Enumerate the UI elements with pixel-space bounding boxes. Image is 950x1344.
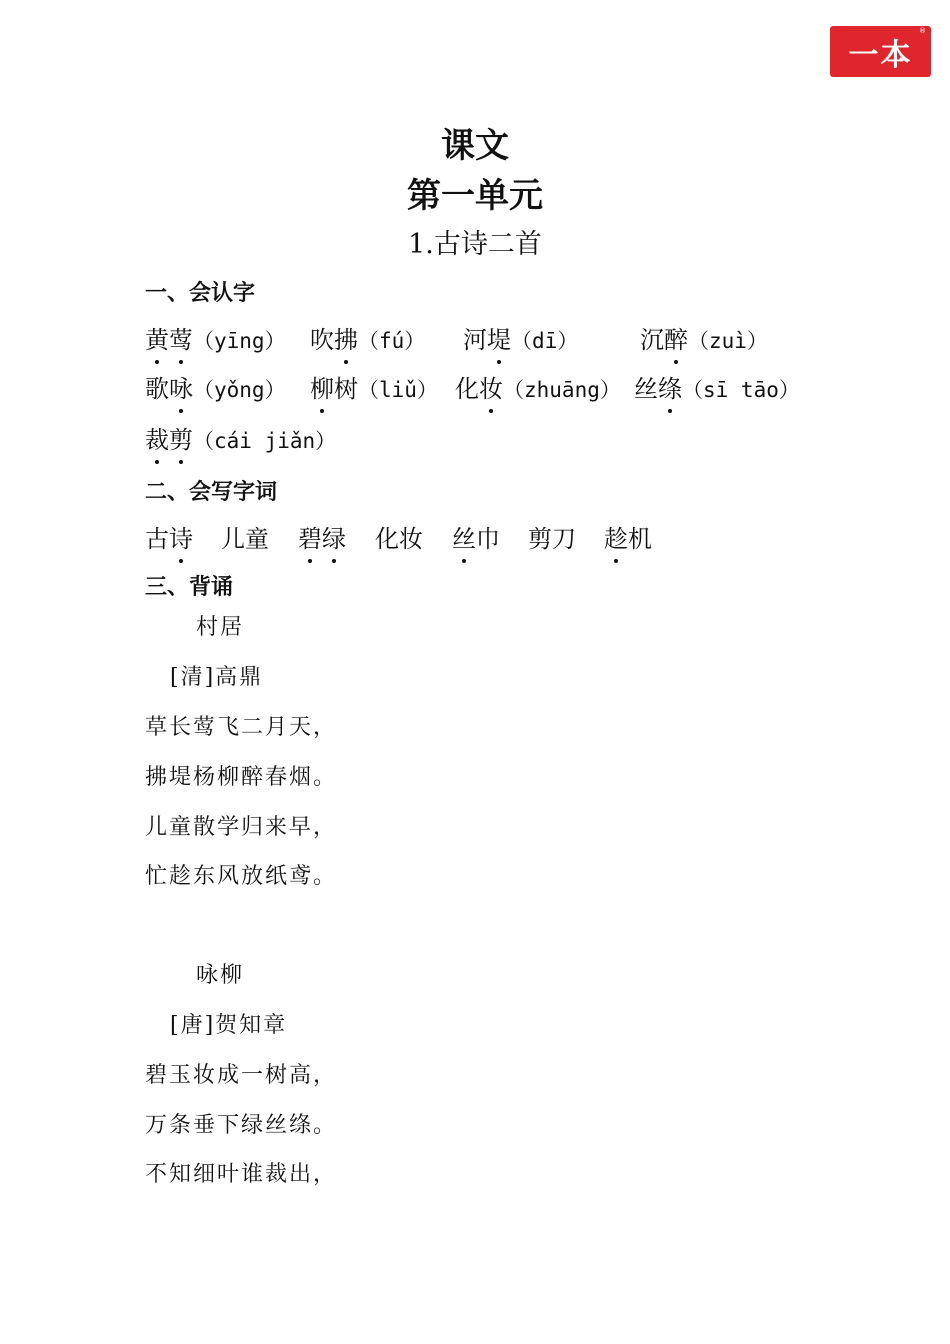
poem-line: 拂堤杨柳醉春烟。 — [145, 765, 338, 790]
poem-title: 咏柳 — [196, 963, 245, 988]
recognize-word: 吹拂（fú） — [310, 320, 425, 355]
section-recognize-heading: 一、会认字 — [145, 281, 256, 306]
poem-line: 忙趁东风放纸鸢。 — [145, 864, 338, 889]
write-word: 化妆 — [375, 525, 423, 553]
recognize-word: 化妆（zhuāng） — [455, 369, 621, 404]
recognize-word: 裁剪（cái jiǎn） — [145, 420, 336, 455]
poem-title: 村居 — [196, 615, 245, 640]
section-write-heading: 二、会写字词 — [145, 480, 278, 505]
write-word: 碧绿 — [298, 519, 346, 554]
write-word: 儿童 — [221, 525, 269, 553]
poem-line: 不知细叶谁裁出， — [145, 1162, 338, 1187]
write-word: 古诗 — [145, 519, 193, 554]
recognize-word: 沉醉（zuì） — [640, 320, 768, 355]
poem-author: [唐]贺知章 — [170, 1013, 288, 1038]
registered-mark: ® — [919, 27, 928, 35]
poem-line: 草长莺飞二月天， — [145, 715, 338, 740]
poem-author: [清]高鼎 — [170, 665, 264, 690]
write-word: 剪刀 — [528, 525, 576, 553]
recognize-word: 歌咏（yǒng） — [145, 369, 286, 404]
recognize-word: 柳树（liǔ） — [310, 369, 438, 404]
page-title: 课文 — [441, 126, 509, 166]
poem-line: 儿童散学归来早， — [145, 815, 338, 840]
lesson-title: 1.古诗二首 — [408, 229, 542, 260]
unit-title: 第一单元 — [407, 176, 543, 216]
poem-line: 碧玉妆成一树高， — [145, 1063, 338, 1088]
recognize-word: 河堤（dī） — [463, 320, 578, 355]
logo-text: 一本 — [848, 37, 913, 73]
recognize-word: 黄莺（yīng） — [145, 320, 286, 355]
write-word: 丝巾 — [452, 519, 500, 554]
poem-line: 万条垂下绿丝绦。 — [145, 1113, 338, 1138]
brand-logo — [830, 26, 931, 77]
recognize-word: 丝绦（sī tāo） — [634, 369, 800, 404]
write-word: 趁机 — [604, 519, 652, 554]
section-recite-heading: 三、背诵 — [145, 575, 234, 600]
